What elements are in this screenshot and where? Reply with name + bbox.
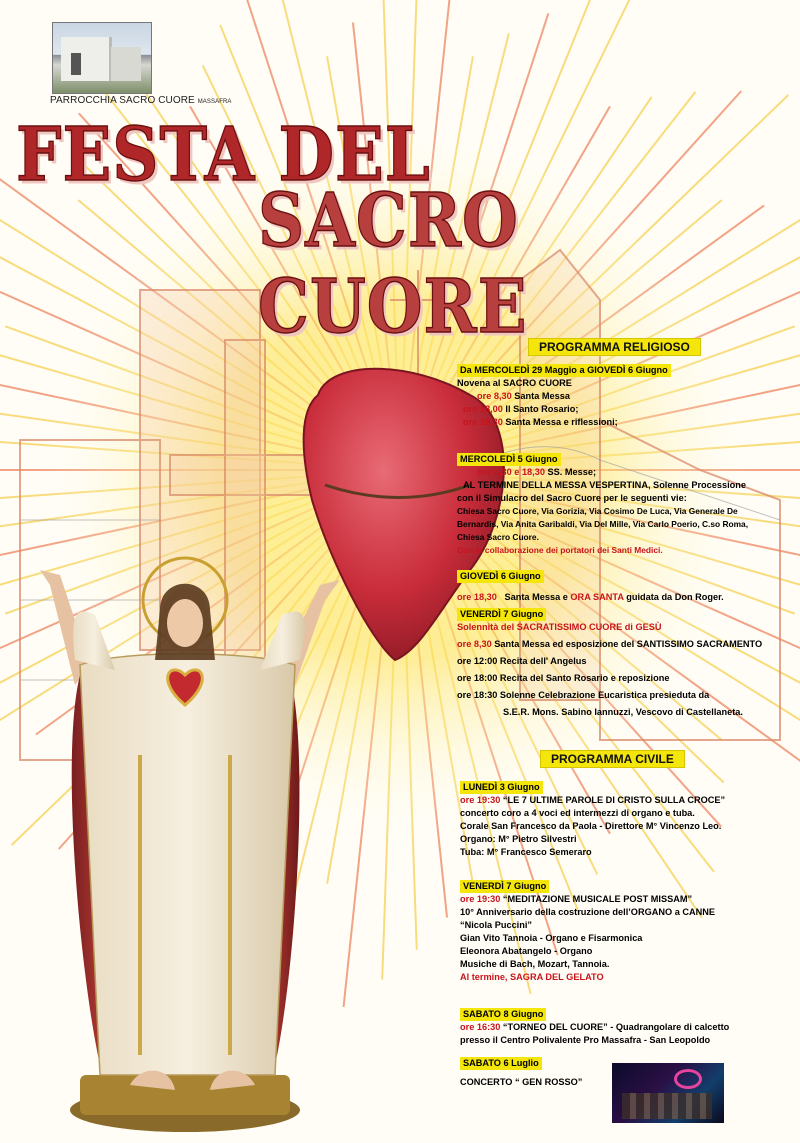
church-photo — [52, 22, 152, 94]
parish-name: PARROCCHIA SACRO CUORE MASSAFRA — [50, 95, 232, 106]
title-line-2: SACRO CUORE — [258, 178, 528, 351]
venerdi-religioso-block: VENERDÌ 7 Giugno Solennità del SACRATISSIMO CUORE di GESÙ ore 8,30 Santa Messa ed esposizione del SANTISSIMO SACRAMENTO ore 12:00 Recita dell' Angelus ore 18:00 Recita del Santo Rosario e reposizione ore 18:30 Solenne Celebrazione Eucaristica presieduta da S.E.R. Mons. Sabino Iannuzzi, Vescovo di Castellaneta. — [457, 609, 763, 717]
lunedi-block: LUNEDÌ 3 Giugno ore 19:30 “LE 7 ULTIME PAROLE DI CRISTO SULLA CROCE” concerto coro a 4 voci ed intermezzi di organo e tuba. Corale San Francesco da Paola - Direttore M° Vincenzo Leo. Organo: M° Pietro Silvestri Tuba: M° Francesco Semeraro — [460, 782, 726, 857]
heading-programma-religioso: PROGRAMMA RELIGIOSO — [528, 338, 701, 356]
title-line-1: FESTA DEL — [16, 112, 431, 199]
venerdi-civile-block: VENERDÌ 7 Giugno ore 19:30 “MEDITAZIONE MUSICALE POST MISSAM” 10° Anniversario della costruzione dell’ORGANO a CANNE “Nicola Puccini” Gian Vito Tannoia - Organo e Fisarmonica Eleonora Abatangelo - Organo Musiche di Bach, Mozart, Tannoia. Al termine, SAGRA DEL GELATO — [460, 881, 716, 982]
mercoledi-block: MERCOLEDÌ 5 Giugno ore 8,30 e 18,30 SS. Messe; AL TERMINE DELLA MESSA VESPERTINA, Solenne Processione con il Simulacro del Sacro Cuore per le seguenti vie: Chiesa Sacro Cuore, Via Gorizia, Via Cosimo De Luca, Via Generale De Bernardis, Via Anita Garibaldi, Via Del Mille, Via Carlo Poerio, C.so Roma, Chiesa Sacro Cuore. Con la collaborazione dei portatori dei Santi Medici. — [457, 454, 749, 555]
concert-photo — [612, 1063, 724, 1123]
giovedi-block: GIOVEDÌ 6 Giugno ore 18,30 Santa Messa e ORA SANTA guidata da Don Roger. — [457, 571, 724, 602]
heading-programma-civile: PROGRAMMA CIVILE — [540, 750, 685, 768]
statue-image — [20, 555, 350, 1135]
sabato-concerto-block: SABATO 6 Luglio CONCERTO “ GEN ROSSO” — [460, 1058, 583, 1087]
novena-block: Da MERCOLEDÌ 29 Maggio a GIOVEDÌ 6 Giugno Novena al SACRO CUORE ore 8,30 Santa Messa ore 18,00 Il Santo Rosario; ore 18,30 Santa Messa e riflessioni; — [457, 364, 671, 429]
sabato-torneo-block: SABATO 8 Giugno ore 16:30 “TORNEO DEL CUORE” - Quadrangolare di calcetto presso il Centro Polivalente Pro Massafra - San Leopoldo — [460, 1009, 730, 1045]
